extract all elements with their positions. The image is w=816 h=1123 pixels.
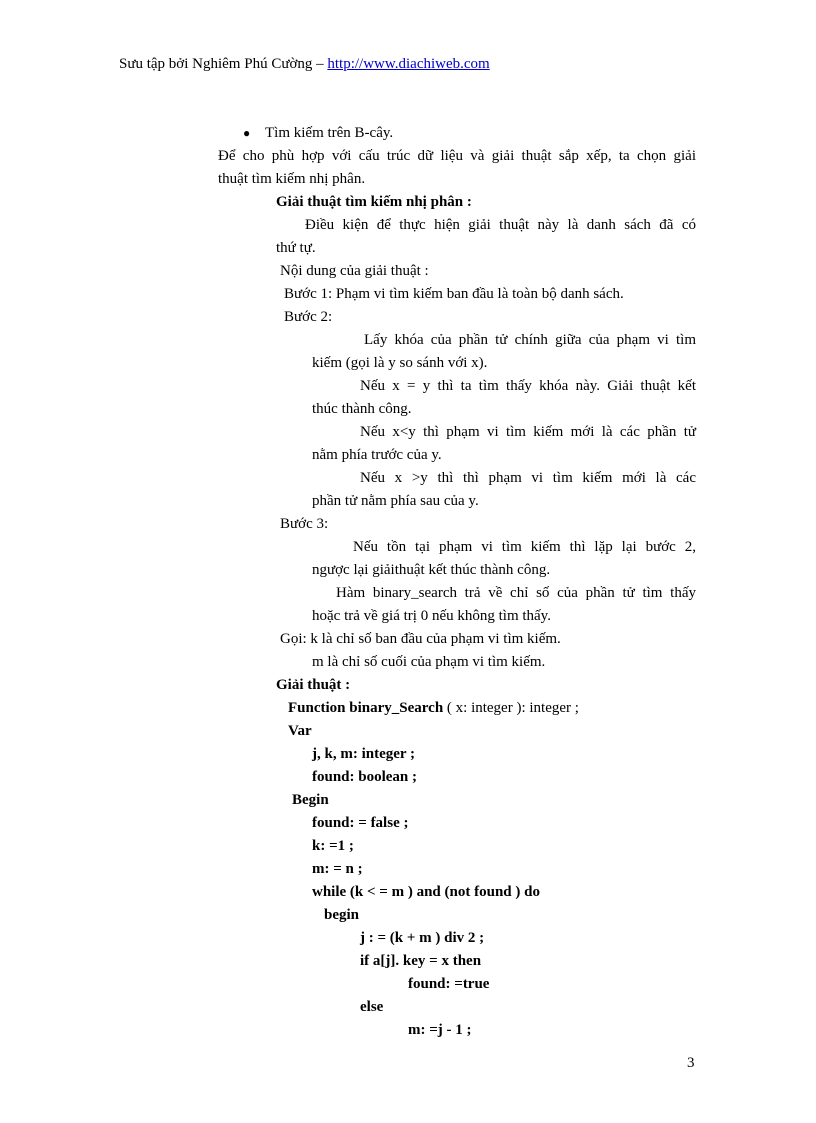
step-2-a-line-2: kiếm (gọi là y so sánh với x). <box>312 355 488 371</box>
algorithm-label: Giải thuật : <box>276 677 351 693</box>
code-stmt-3: m: = n ; <box>312 861 363 877</box>
code-found-true: found: =true <box>408 976 490 992</box>
bullet-icon: ● <box>243 126 251 140</box>
code-inner-begin: begin <box>324 907 360 923</box>
function-desc-line-1: Hàm binary_search trả về chỉ số của phần tử tìm thấy <box>336 585 696 601</box>
intro-line-2: thuật tìm kiếm nhị phân. <box>218 171 366 187</box>
step-2-label: Bước 2: <box>284 309 333 325</box>
code-else: else <box>360 999 384 1015</box>
bullet-item: Tìm kiếm trên B-cây. <box>265 125 394 141</box>
code-decl-1: j, k, m: integer ; <box>312 746 416 762</box>
code-stmt-1: found: = false ; <box>312 815 409 831</box>
code-stmt-2: k: =1 ; <box>312 838 354 854</box>
step-2-b-line-2: thúc thành công. <box>312 401 412 417</box>
condition-line-2: thứ tự. <box>276 240 316 256</box>
step-3-label: Bước 3: <box>280 516 329 532</box>
condition-line-1: Điều kiện để thực hiện giải thuật này là danh sách đã có <box>305 217 696 233</box>
definition-m: m là chỉ số cuối của phạm vi tìm kiếm. <box>312 654 546 670</box>
code-function-signature: ( x: integer ): integer ; <box>443 700 579 716</box>
step-3-line-1: Nếu tồn tại phạm vi tìm kiếm thì lặp lại bước 2, <box>353 539 696 555</box>
code-assign-j: j : = (k + m ) div 2 ; <box>360 930 485 946</box>
code-begin: Begin <box>292 792 329 808</box>
code-while: while (k < = m ) and (not found ) do <box>312 884 540 900</box>
intro-line-1: Để cho phù hợp với cấu trúc dữ liệu và giải thuật sắp xếp, ta chọn giải <box>218 148 696 164</box>
header-credit: Sưu tập bởi Nghiêm Phú Cường – <box>119 56 328 72</box>
step-2-d-line-1: Nếu x >y thì thì phạm vi tìm kiếm mới là các <box>360 470 696 486</box>
code-decl-2: found: boolean ; <box>312 769 418 785</box>
code-function-header <box>288 699 579 717</box>
header-link[interactable]: http://www.diachiweb.com <box>327 56 490 72</box>
step-2-b-line-1: Nếu x = y thì ta tìm thấy khóa này. Giải thuật kết <box>360 378 696 394</box>
section-title: Giải thuật tìm kiếm nhị phân : <box>276 194 472 210</box>
code-function-name: Function binary_Search <box>288 700 444 716</box>
code-m-assign: m: =j - 1 ; <box>408 1022 472 1038</box>
content-label: Nội dung của giải thuật : <box>280 263 429 279</box>
step-2-a-line-1: Lấy khóa của phần tử chính giữa của phạm vi tìm <box>364 332 696 348</box>
step-2-c-line-1: Nếu x<y thì phạm vi tìm kiếm mới là các phần tử <box>360 424 696 440</box>
step-2-c-line-2: nằm phía trước của y. <box>312 447 442 463</box>
page-header <box>119 55 490 73</box>
step-1: Bước 1: Phạm vi tìm kiếm ban đầu là toàn bộ danh sách. <box>284 286 624 302</box>
step-3-line-2: ngược lại giảithuật kết thúc thành công. <box>312 562 551 578</box>
function-desc-line-2: hoặc trả về giá trị 0 nếu không tìm thấy. <box>312 608 551 624</box>
code-var: Var <box>288 723 312 739</box>
code-if: if a[j]. key = x then <box>360 953 482 969</box>
definition-k: Gọi: k là chỉ số ban đầu của phạm vi tìm kiếm. <box>280 631 561 647</box>
step-2-d-line-2: phần tử nằm phía sau của y. <box>312 493 479 509</box>
page-number: 3 <box>687 1055 695 1071</box>
